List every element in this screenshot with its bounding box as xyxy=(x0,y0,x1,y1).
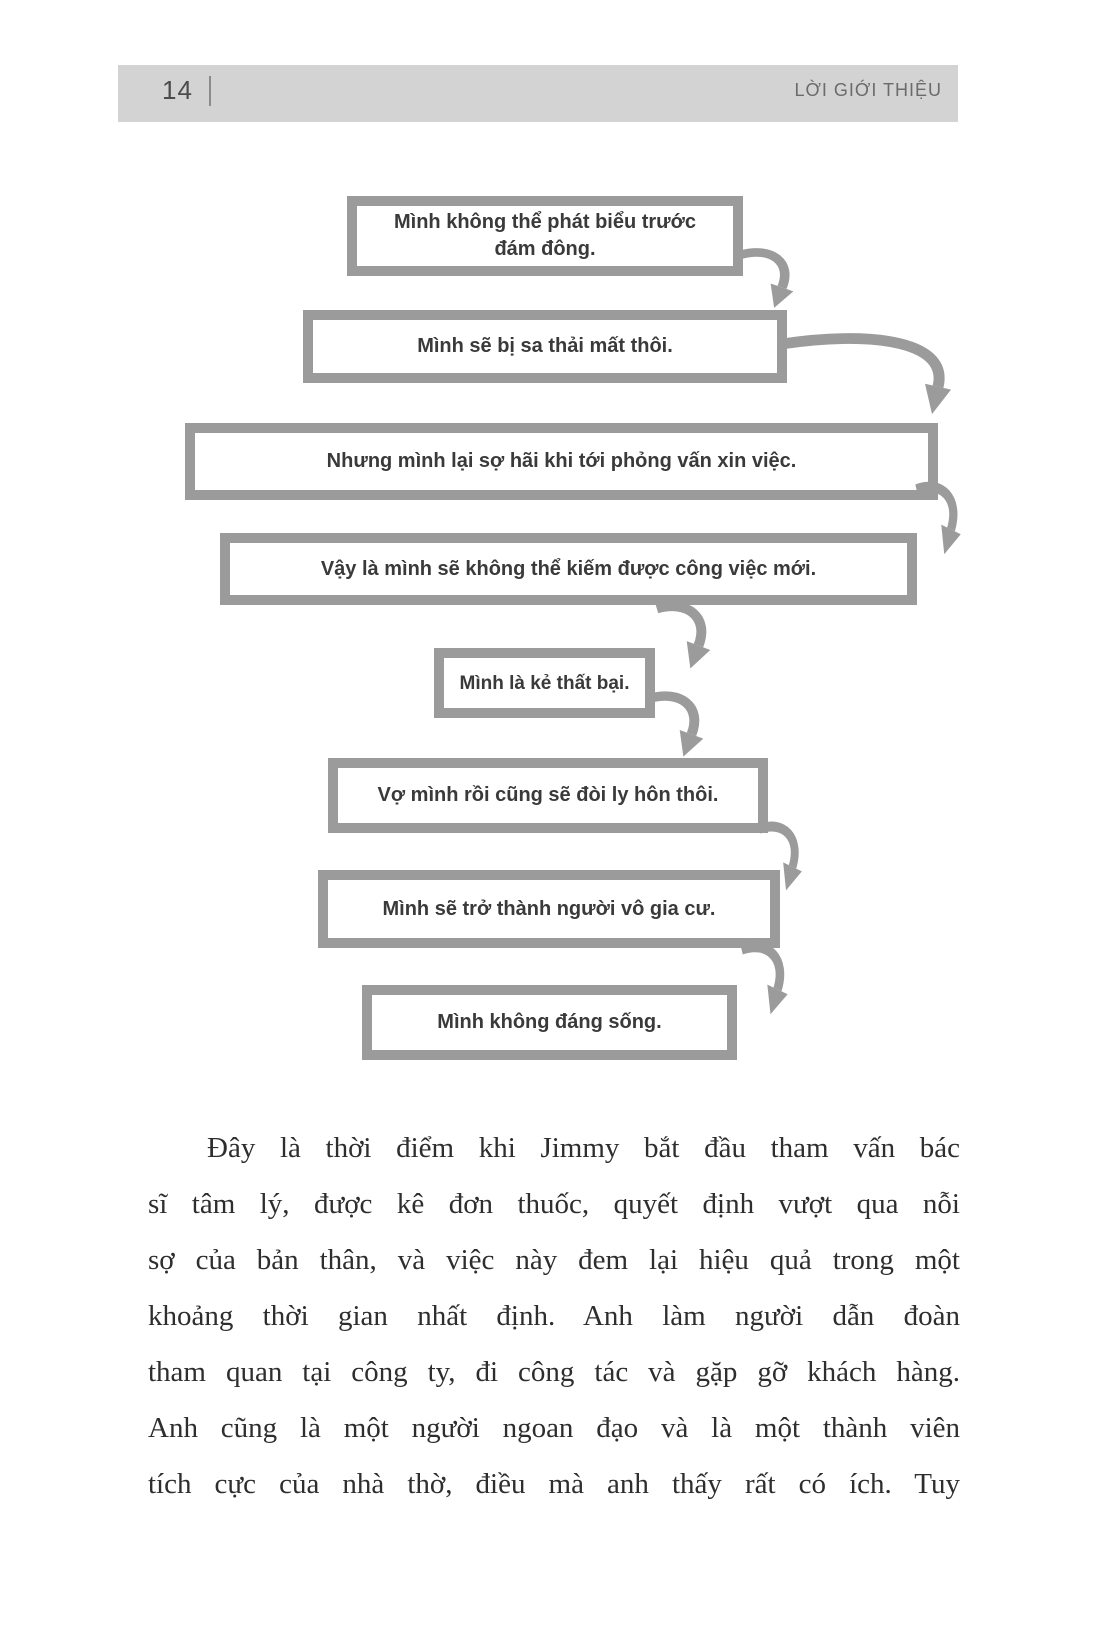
page-number: 14 xyxy=(162,75,193,105)
thought-box-4-label: Vậy là mình sẽ không thể kiếm được công việc mới. xyxy=(320,557,817,580)
thought-box-5 xyxy=(434,648,655,718)
thought-box-6-label: Vợ mình rồi cũng sẽ đòi ly hôn thôi. xyxy=(377,784,719,806)
section-title: LỜI GIỚI THIỆU xyxy=(794,80,942,100)
curved-arrow-icon xyxy=(740,245,796,311)
paragraph-line: Đây là thời điểm khi Jimmy bắt đầu tham vấn bác xyxy=(207,1132,960,1164)
thought-box-1-label: Mình không thể phát biểu trước đám đông. xyxy=(393,211,697,260)
curved-arrow-icon xyxy=(648,688,706,760)
paragraph-line: Anh cũng là một người ngoan đạo và là một thành viên xyxy=(148,1412,960,1444)
paragraph-line: tham quan tại công ty, đi công tác và gặp gỡ khách hàng. xyxy=(148,1356,960,1388)
thought-box-6 xyxy=(328,758,768,833)
thought-box-2-label: Mình sẽ bị sa thải mất thôi. xyxy=(417,335,673,357)
page-header-bar xyxy=(118,65,958,116)
header-divider xyxy=(209,76,211,106)
curved-arrow-icon xyxy=(655,598,713,672)
thought-box-3 xyxy=(185,423,938,500)
thought-box-5-label: Mình là kẻ thất bại. xyxy=(459,672,630,694)
body-paragraph xyxy=(148,1120,960,1512)
thought-box-8 xyxy=(362,985,737,1060)
curved-arrow-icon xyxy=(758,818,804,894)
paragraph-line: sĩ tâm lý, được kê đơn thuốc, quyết định vượt qua nỗi xyxy=(148,1188,960,1220)
header-sawtooth-edge xyxy=(118,116,958,122)
paragraph-line: sợ của bản thân, và việc này đem lại hiệu quả trong một xyxy=(148,1244,960,1276)
thought-box-1 xyxy=(347,196,743,276)
thought-box-8-label: Mình không đáng sống. xyxy=(437,1011,662,1033)
thought-box-2 xyxy=(303,310,787,383)
paragraph-line: khoảng thời gian nhất định. Anh làm người dẫn đoàn xyxy=(148,1300,960,1332)
curved-arrow-icon xyxy=(740,938,790,1018)
curved-arrow-icon xyxy=(915,478,963,558)
paragraph-line: tích cực của nhà thờ, điều mà anh thấy rất có ích. Tuy xyxy=(148,1468,960,1500)
thought-box-3-label: Nhưng mình lại sợ hãi khi tới phỏng vấn xin việc. xyxy=(326,450,797,472)
thought-box-4 xyxy=(220,533,917,605)
curved-arrow-icon xyxy=(782,330,962,420)
thought-box-7-label: Mình sẽ trở thành người vô gia cư. xyxy=(382,897,716,920)
thought-box-7 xyxy=(318,870,780,948)
